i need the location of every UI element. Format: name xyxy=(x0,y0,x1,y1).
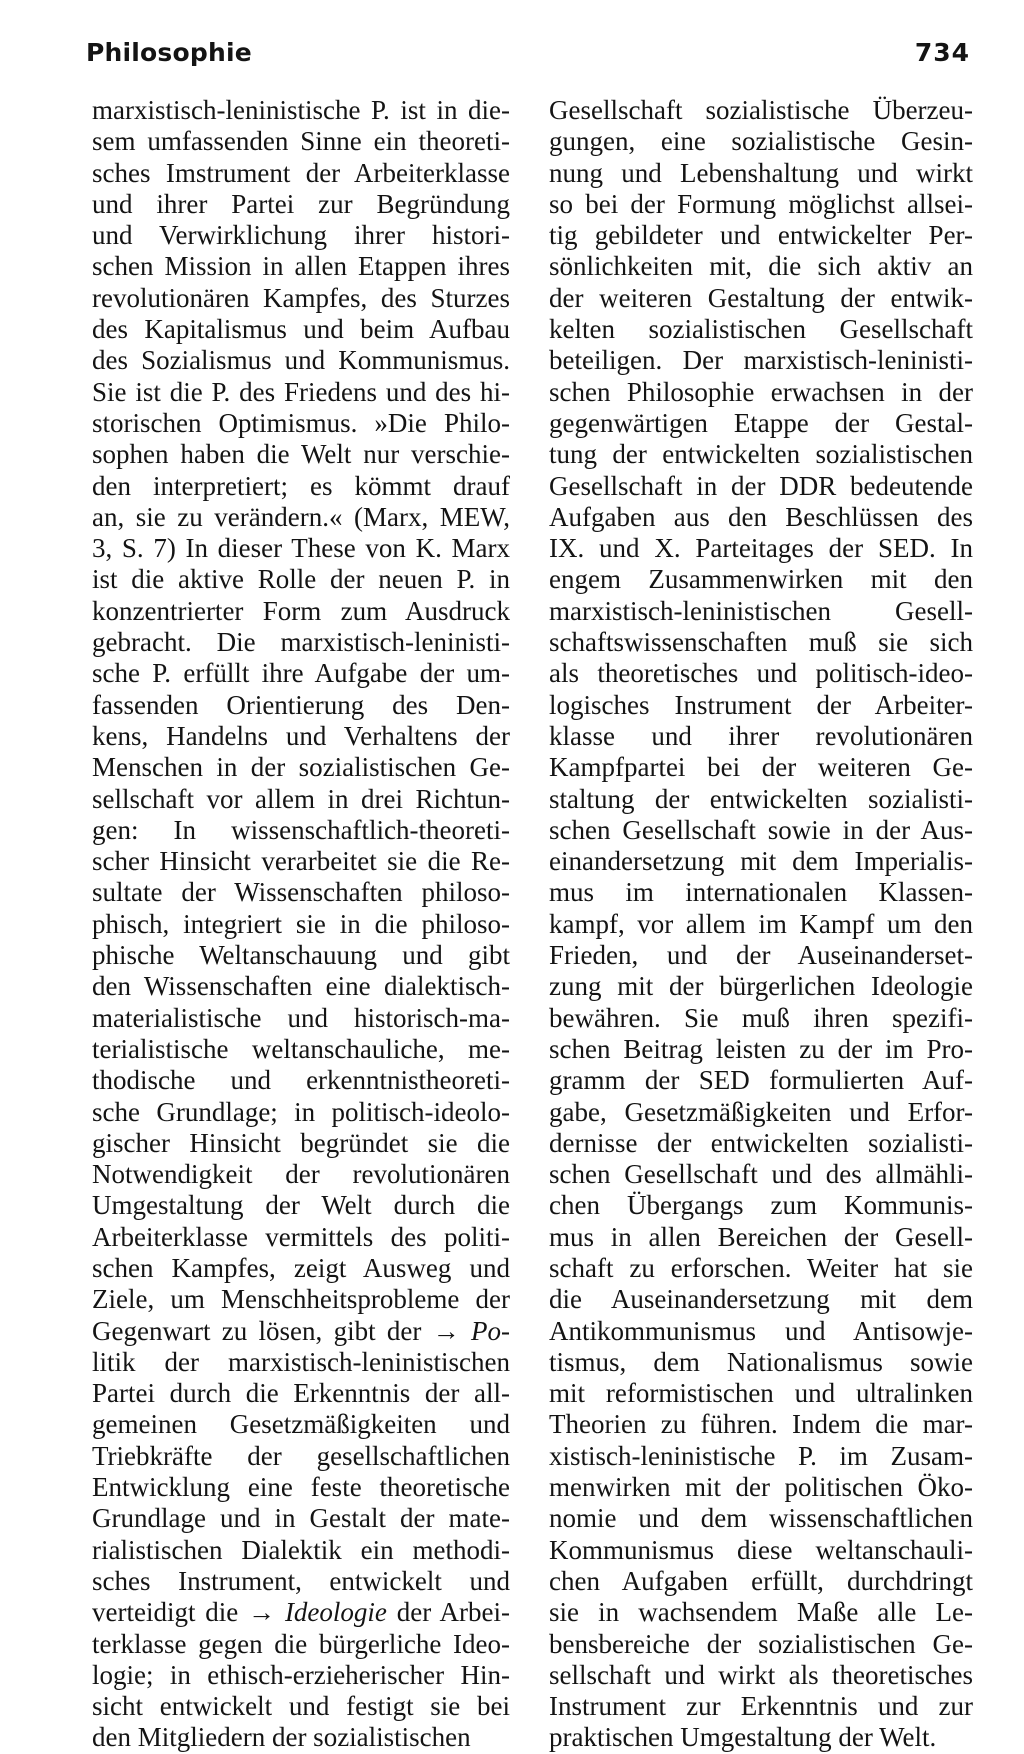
text-line: kampf, vor allem im Kampf um den xyxy=(549,908,973,939)
text-line: rialistischen Dialektik ein methodi- xyxy=(92,1534,510,1565)
arrow-icon: → xyxy=(432,1315,460,1346)
text-line: des Kapitalismus und beim Aufbau xyxy=(92,314,510,345)
text-line: sultate der Wissenschaften philoso- xyxy=(92,877,510,908)
ideologie-link[interactable]: Ideologie xyxy=(284,1597,387,1628)
text-line: sophen haben die Welt nur verschie- xyxy=(92,439,510,470)
text-line: des Sozialismus und Kommunismus. xyxy=(92,345,510,376)
text-line: gungen, eine sozialistische Gesin- xyxy=(549,126,973,157)
text-line: schen Gesellschaft sowie in der Aus- xyxy=(549,814,973,845)
text-line: Antikommunismus und Antisowje- xyxy=(549,1315,973,1346)
text-line: und ihrer Partei zur Begründung xyxy=(92,188,510,219)
text-line-with-link xyxy=(92,1597,510,1628)
text-line: gemeinen Gesetzmäßigkeiten und xyxy=(92,1409,510,1440)
text-line: mus im internationalen Klassen- xyxy=(549,877,973,908)
text-line: gebracht. Die marxistisch-leninisti- xyxy=(92,627,510,658)
text-line: Kampfpartei bei der weiteren Ge- xyxy=(549,752,973,783)
text-line: konzentrierter Form zum Ausdruck xyxy=(92,595,510,626)
text-line: terialistische weltanschauliche, me- xyxy=(92,1033,510,1064)
text-line: an, sie zu verändern.« (Marx, MEW, xyxy=(92,501,510,532)
text-line: schaft zu erforschen. Weiter hat sie xyxy=(549,1252,973,1283)
text-line: gabe, Gesetzmäßigkeiten und Erfor- xyxy=(549,1096,973,1127)
text-line: den Mitgliedern der sozialistischen xyxy=(92,1722,471,1753)
text-line: und Verwirklichung ihrer histori- xyxy=(92,220,510,251)
text-line: Arbeiterklasse vermittels des politi- xyxy=(92,1221,510,1252)
text-line: marxistisch-leninistische P. ist in die- xyxy=(92,95,510,125)
text-line: schen Mission in allen Etappen ihres xyxy=(92,251,510,282)
text-line: Gesellschaft in der DDR bedeutende xyxy=(549,470,973,501)
text-line: Umgestaltung der Welt durch die xyxy=(92,1190,510,1221)
text-line: bewähren. Sie muß ihren spezifi- xyxy=(549,1002,973,1033)
text-line: die Auseinandersetzung mit dem xyxy=(549,1284,973,1315)
text-line: bensbereiche der sozialistischen Ge- xyxy=(549,1628,973,1659)
text-line: phisch, integriert sie in die philoso- xyxy=(92,908,510,939)
text-line: storischen Optimismus. »Die Philo- xyxy=(92,407,510,438)
text-line: nung und Lebenshaltung und wirkt xyxy=(549,157,973,188)
text-line: Triebkräfte der gesellschaftlichen xyxy=(92,1440,510,1471)
text-line: der weiteren Gestaltung der entwik- xyxy=(549,282,973,313)
text-line: Aufgaben aus den Beschlüssen des xyxy=(549,501,973,532)
text-line: phische Weltanschauung und gibt xyxy=(92,940,510,971)
text-line: fassenden Orientierung des Den- xyxy=(92,689,510,720)
text-line: revolutionären Kampfes, des Sturzes xyxy=(92,282,510,313)
text-line: sellschaft vor allem in drei Richtun- xyxy=(92,783,510,814)
text-line: tig gebildeter und entwickelter Per- xyxy=(549,220,973,251)
text-line: tismus, dem Nationalismus sowie xyxy=(549,1346,973,1377)
text-line: sicht entwickelt und festigt sie bei xyxy=(92,1691,510,1722)
text-line-with-link xyxy=(92,1316,510,1347)
text-segment: der Arbei- xyxy=(396,1597,510,1628)
text-line: Ziele, um Menschheitsprobleme der xyxy=(92,1284,510,1315)
text-line: staltung der entwickelten sozialisti- xyxy=(549,783,973,814)
text-line: chen Aufgaben erfüllt, durchdringt xyxy=(549,1565,973,1596)
text-line: einandersetzung mit dem Imperialis- xyxy=(549,846,973,877)
text-line: materialistische und historisch-ma- xyxy=(92,1002,510,1033)
text-line: marxistisch-leninistischen Gesell- xyxy=(549,595,973,626)
text-line: Entwicklung eine feste theoretische xyxy=(92,1472,510,1503)
text-line: als theoretisches und politisch-ideo- xyxy=(549,658,973,689)
right-text-column xyxy=(549,95,973,1754)
text-line: Partei durch die Erkenntnis der all- xyxy=(92,1378,510,1409)
text-line: Kommunismus diese weltanschauli- xyxy=(549,1534,973,1565)
text-line: litik der marxistisch-leninistischen xyxy=(92,1346,510,1377)
text-line: so bei der Formung möglichst allsei- xyxy=(549,188,973,219)
text-line: schen Gesellschaft und des allmähli- xyxy=(549,1159,973,1190)
text-line: schen Kampfes, zeigt Ausweg und xyxy=(92,1252,510,1283)
text-line: sem umfassenden Sinne ein theoreti- xyxy=(92,126,510,157)
text-line: xistisch-leninistische P. im Zusam- xyxy=(549,1440,973,1471)
text-line: dernisse der entwickelten sozialisti- xyxy=(549,1127,973,1158)
text-line: sches Instrument, entwickelt und xyxy=(92,1565,510,1596)
text-line: sche P. erfüllt ihre Aufgabe der um- xyxy=(92,658,510,689)
text-line: Menschen in der sozialistischen Ge- xyxy=(92,752,510,783)
text-line: Sie ist die P. des Friedens und des hi- xyxy=(92,376,510,407)
left-text-column xyxy=(92,95,510,1754)
text-line: engem Zusammenwirken mit den xyxy=(549,564,973,595)
text-line: zung mit der bürgerlichen Ideologie xyxy=(549,971,973,1002)
text-line: kelten sozialistischen Gesellschaft xyxy=(549,314,973,345)
text-line: gischer Hinsicht begründet sie die xyxy=(92,1127,510,1158)
page-number: 734 xyxy=(914,38,970,67)
text-line: Gesellschaft sozialistische Überzeu- xyxy=(549,95,973,125)
text-line: mit reformistischen und ultralinken xyxy=(549,1378,973,1409)
text-line: IX. und X. Parteitages der SED. In xyxy=(549,533,973,564)
text-segment: verteidigt die xyxy=(92,1597,239,1628)
text-line: gegenwärtigen Etappe der Gestal- xyxy=(549,407,973,438)
text-line: tung der entwickelten sozialistischen xyxy=(549,439,973,470)
text-line: ist die aktive Rolle der neuen P. in xyxy=(92,564,510,595)
text-line: sche Grundlage; in politisch-ideolo- xyxy=(92,1096,510,1127)
text-line: terklasse gegen die bürgerliche Ideo- xyxy=(92,1628,510,1659)
running-head xyxy=(86,38,970,72)
text-line: Grundlage und in Gestalt der mate- xyxy=(92,1503,510,1534)
text-line: den interpretiert; es kömmt drauf xyxy=(92,470,510,501)
text-line: logie; in ethisch-erzieherischer Hin- xyxy=(92,1659,510,1690)
text-line: 3, S. 7) In dieser These von K. Marx xyxy=(92,533,510,564)
text-line: klasse und ihrer revolutionären xyxy=(549,720,973,751)
text-segment: Gegenwart zu lösen, gibt der xyxy=(92,1315,422,1346)
text-line: scher Hinsicht verarbeitet sie die Re- xyxy=(92,846,510,877)
text-line: Notwendigkeit der revolutionären xyxy=(92,1159,510,1190)
text-line: sönlichkeiten mit, die sich aktiv an xyxy=(549,251,973,282)
text-line: schen Philosophie erwachsen in der xyxy=(549,376,973,407)
text-line: gen: In wissenschaftlich-theoreti- xyxy=(92,814,510,845)
text-line: Frieden, und der Auseinanderset- xyxy=(549,940,973,971)
text-line: sches Imstrument der Arbeiterklasse xyxy=(92,157,510,188)
arrow-icon: → xyxy=(248,1597,276,1628)
politik-link[interactable]: Po- xyxy=(471,1315,510,1346)
text-line: logisches Instrument der Arbeiter- xyxy=(549,689,973,720)
text-line: nomie und dem wissenschaftlichen xyxy=(549,1503,973,1534)
text-line: gramm der SED formulierten Auf- xyxy=(549,1065,973,1096)
text-line: beteiligen. Der marxistisch-leninisti- xyxy=(549,345,973,376)
text-line: sellschaft und wirkt als theoretisches xyxy=(549,1659,973,1690)
text-line: den Wissenschaften eine dialektisch- xyxy=(92,971,510,1002)
text-line: schaftswissenschaften muß sie sich xyxy=(549,627,973,658)
text-line: mus in allen Bereichen der Gesell- xyxy=(549,1221,973,1252)
text-line: chen Übergangs zum Kommunis- xyxy=(549,1190,973,1221)
section-title: Philosophie xyxy=(86,38,252,67)
text-line: schen Beitrag leisten zu der im Pro- xyxy=(549,1033,973,1064)
text-line: sie in wachsendem Maße alle Le- xyxy=(549,1597,973,1628)
text-line: Instrument zur Erkenntnis und zur xyxy=(549,1691,973,1722)
text-line: thodische und erkenntnistheoreti- xyxy=(92,1065,510,1096)
text-line: Theorien zu führen. Indem die mar- xyxy=(549,1409,973,1440)
text-line: kens, Handelns und Verhaltens der xyxy=(92,720,510,751)
text-line: praktischen Umgestaltung der Welt. xyxy=(549,1722,937,1753)
text-line: menwirken mit der politischen Öko- xyxy=(549,1472,973,1503)
